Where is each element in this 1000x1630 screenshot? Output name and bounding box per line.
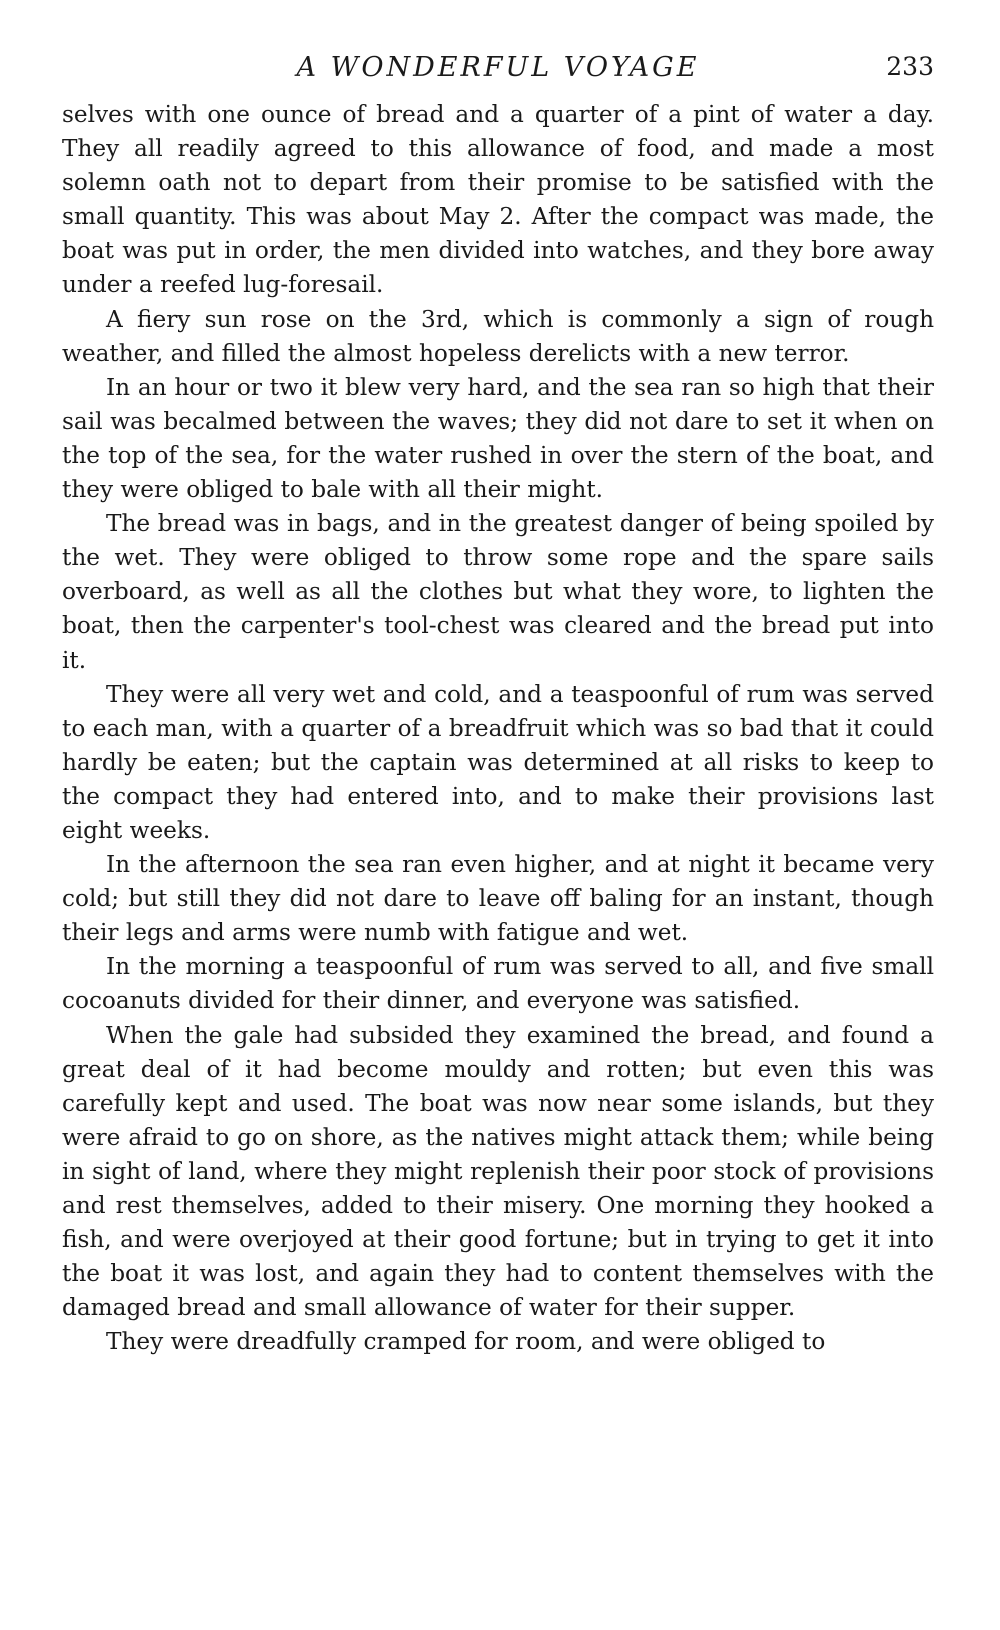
book-page bbox=[62, 52, 934, 1359]
paragraph: The bread was in bags, and in the greatest danger of being spoiled by the wet. They were obliged to throw some rope and the spare sails overboard, as well as all the clothes but what they wore, to lighten the boat, then the carpenter's tool-chest was cleared and the bread put into it. bbox=[62, 510, 934, 674]
running-head bbox=[62, 52, 934, 92]
paragraph: They were all very wet and cold, and a teaspoonful of rum was served to each man, with a quarter of a breadfruit which was so bad that it could hardly be eaten; but the captain was determined at all risks to keep to the compact they had entered into, and to make their provisions last eight weeks. bbox=[62, 680, 934, 844]
running-title: A WONDERFUL VOYAGE bbox=[296, 52, 700, 83]
paragraph: A fiery sun rose on the 3rd, which is commonly a sign of rough weather, and filled the almost hopeless derelicts with a new terror. bbox=[62, 305, 934, 367]
paragraph: When the gale had subsided they examined the bread, and found a great deal of it had become mouldy and rotten; but even this was carefully kept and used. The boat was now near some islands, but they were afraid to go on shore, as the natives might attack them; while being in sight of land, where they might replenish their poor stock of provisions and rest themselves, added to their misery. One morning they hooked a fish, and were overjoyed at their good fortune; but in trying to get it into the boat it was lost, and again they had to content themselves with the damaged bread and small allowance of water for their supper. bbox=[62, 1021, 934, 1322]
paragraph: In the morning a teaspoonful of rum was served to all, and five small cocoanuts divided for their dinner, and everyone was satisfied. bbox=[62, 953, 934, 1015]
paragraph-continued: selves with one ounce of bread and a quarter of a pint of water a day. They all readily agreed to this allowance of food, and made a most solemn oath not to depart from their promise to be satisfied with the small quantity. This was about May 2. After the compact was made, the boat was put in order, the men divided into watches, and they bore away under a reefed lug-foresail. bbox=[62, 101, 934, 299]
paragraph: They were dreadfully cramped for room, and were obliged to bbox=[106, 1328, 826, 1356]
page-number: 233 bbox=[886, 52, 934, 81]
paragraph: In an hour or two it blew very hard, and the sea ran so high that their sail was becalmed between the waves; they did not dare to set it when on the top of the sea, for the water rushed in over the stern of the boat, and they were obliged to bale with all their might. bbox=[62, 373, 934, 504]
paragraph: In the afternoon the sea ran even higher, and at night it became very cold; but still they did not dare to leave off baling for an instant, though their legs and arms were numb with fatigue and wet. bbox=[62, 851, 934, 947]
body-text bbox=[62, 98, 934, 1359]
